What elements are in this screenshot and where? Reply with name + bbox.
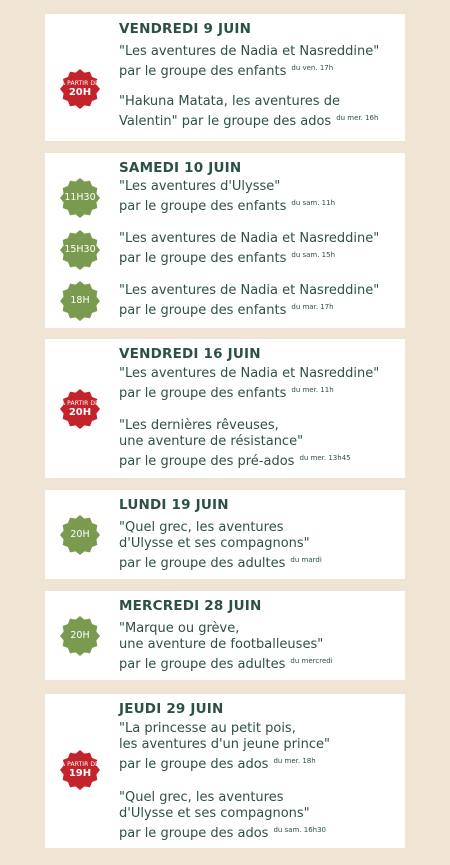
show-group: par le groupe des pré-ados	[119, 454, 295, 469]
show-item	[119, 790, 326, 842]
rehearsal-note: du sam. 16h30	[273, 826, 326, 834]
show-item	[119, 721, 330, 773]
time-badge	[60, 750, 100, 790]
time-badge	[60, 389, 100, 429]
show-item	[119, 179, 335, 215]
show-group: par le groupe des ados	[119, 757, 269, 772]
show-group: par le groupe des ados	[119, 826, 269, 841]
rehearsal-note: du ven. 17h	[291, 64, 334, 72]
show-title: "Les aventures de Nadia et Nasreddine"	[119, 366, 380, 381]
event-date: SAMEDI 10 JUIN	[119, 160, 242, 176]
show-item	[119, 621, 333, 673]
badge-time: 20H	[68, 406, 92, 418]
show-subtitle: les aventures d'un jeune prince"	[119, 737, 330, 752]
rehearsal-note: du mar. 17h	[291, 303, 334, 311]
show-subtitle: d'Ulysse et ses compagnons"	[119, 806, 310, 821]
show-subtitle: d'Ulysse et ses compagnons"	[119, 536, 310, 551]
show-item	[119, 44, 379, 80]
show-group: par le groupe des enfants	[119, 386, 287, 401]
show-title: "La princesse au petit pois,	[119, 721, 296, 736]
show-item	[119, 283, 379, 319]
show-group: par le groupe des enfants	[119, 303, 287, 318]
show-title: "Les aventures d'Ulysse"	[119, 179, 281, 194]
badge-prefix: À PARTIR DE	[60, 399, 100, 407]
show-title: "Les dernières rêveuses,	[119, 418, 279, 433]
show-title: "Marque ou grève,	[119, 621, 240, 636]
show-item	[119, 520, 322, 572]
time-badge	[60, 281, 100, 321]
event-date: VENDREDI 16 JUIN	[119, 346, 261, 362]
show-group: Valentin" par le groupe des ados	[119, 114, 332, 129]
event-card-samedi-10-juin	[45, 153, 405, 328]
event-date: LUNDI 19 JUIN	[119, 497, 229, 513]
rehearsal-note: du mer. 13h45	[299, 454, 351, 462]
rehearsal-note: du mercredi	[290, 657, 333, 665]
badge-time: 19H	[68, 767, 92, 779]
badge-time: 20H	[68, 86, 92, 98]
show-group: par le groupe des enfants	[119, 199, 287, 214]
show-title: "Les aventures de Nadia et Nasreddine"	[119, 44, 380, 59]
show-title: "Les aventures de Nadia et Nasreddine"	[119, 231, 380, 246]
show-title: "Quel grec, les aventures	[119, 520, 284, 535]
time-badge	[60, 515, 100, 555]
rehearsal-note: du mardi	[290, 556, 322, 564]
show-subtitle: une aventure de footballeuses"	[119, 637, 324, 652]
rehearsal-note: du sam. 11h	[291, 199, 336, 207]
rehearsal-note: du mer. 18h	[273, 757, 316, 765]
rehearsal-note: du mer. 11h	[291, 386, 334, 394]
time-badge	[60, 230, 100, 270]
event-card-jeudi-29-juin	[45, 694, 405, 848]
badge-time: 15H30	[64, 244, 96, 256]
event-date: MERCREDI 28 JUIN	[119, 598, 262, 614]
badge-prefix: À PARTIR DE	[60, 79, 100, 87]
badge-time: 18H	[70, 295, 90, 307]
event-card-vendredi-16-juin	[45, 339, 405, 478]
event-date: VENDREDI 9 JUIN	[119, 21, 252, 37]
show-item	[119, 94, 378, 130]
show-subtitle: une aventure de résistance"	[119, 434, 304, 449]
rehearsal-note: du mer. 16h	[336, 114, 379, 122]
event-card-lundi-19-juin	[45, 490, 405, 579]
show-title: "Quel grec, les aventures	[119, 790, 284, 805]
badge-time: 20H	[70, 529, 90, 541]
show-item	[119, 366, 379, 402]
event-card-mercredi-28-juin	[45, 591, 405, 680]
time-badge	[60, 616, 100, 656]
time-badge	[60, 69, 100, 109]
badge-time: 20H	[70, 630, 90, 642]
show-item	[119, 231, 379, 267]
event-date: JEUDI 29 JUIN	[119, 701, 224, 717]
show-group: par le groupe des enfants	[119, 251, 287, 266]
show-title: "Hakuna Matata, les aventures de	[119, 94, 340, 109]
rehearsal-note: du sam. 15h	[291, 251, 336, 259]
show-group: par le groupe des enfants	[119, 64, 287, 79]
show-group: par le groupe des adultes	[119, 657, 286, 672]
show-title: "Les aventures de Nadia et Nasreddine"	[119, 283, 380, 298]
time-badge	[60, 178, 100, 218]
show-item	[119, 418, 351, 470]
event-card-vendredi-9-juin	[45, 14, 405, 141]
badge-time: 11H30	[64, 192, 96, 204]
show-group: par le groupe des adultes	[119, 556, 286, 571]
badge-prefix: À PARTIR DE	[60, 760, 100, 768]
